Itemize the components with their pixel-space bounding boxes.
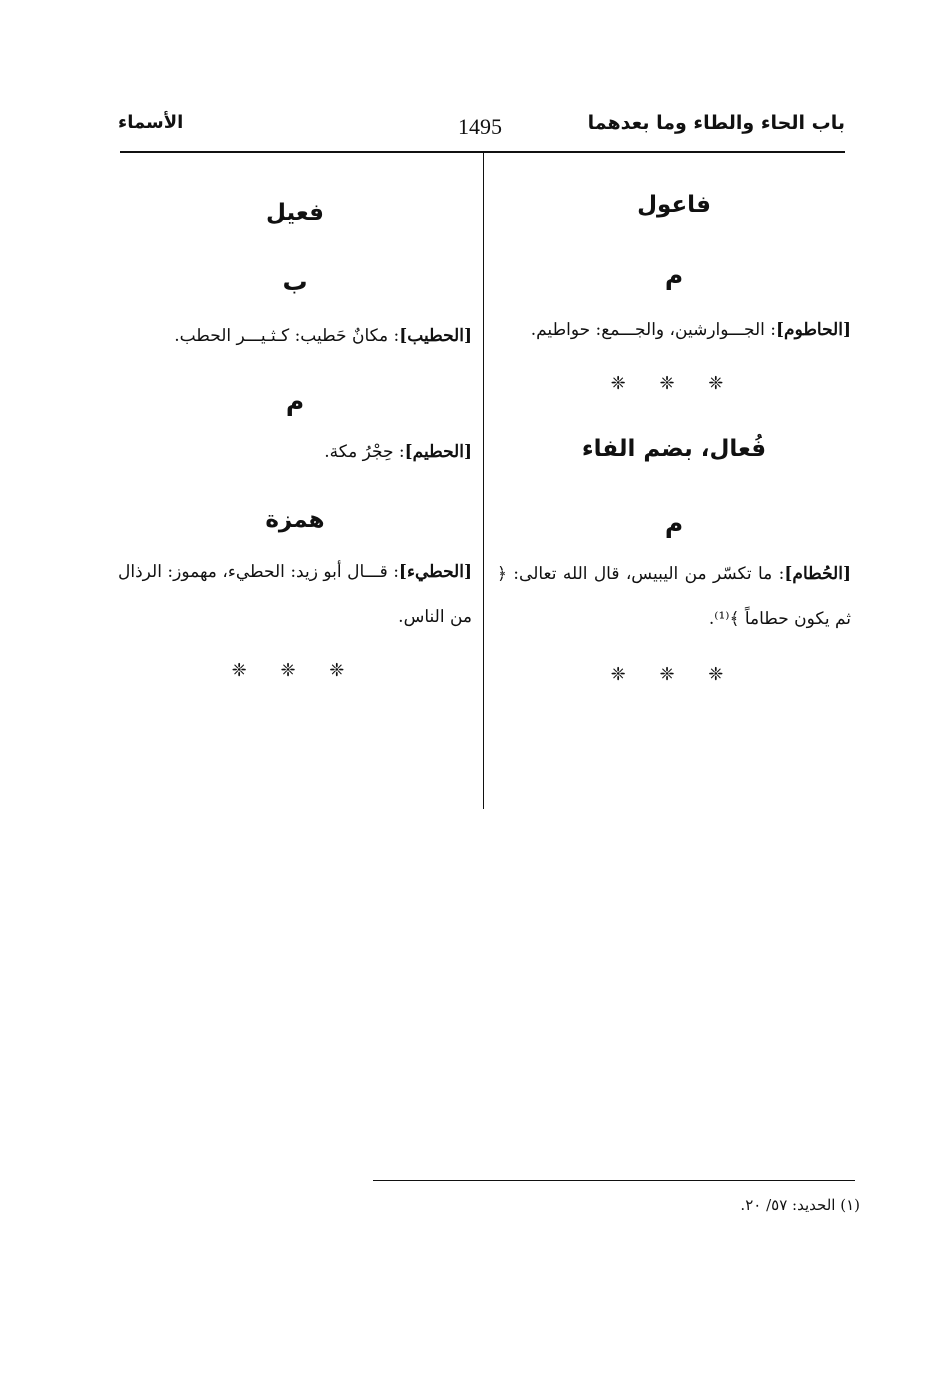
- dictionary-entry: [497, 308, 851, 353]
- entry-term: [الحاطوم]: [776, 320, 851, 340]
- entry-definition: : قـــال أبو زيد: الحطيء، مهموز: الرذال من الناس.: [118, 562, 472, 627]
- section-separator: ❈ ❈ ❈: [610, 373, 738, 394]
- entry-definition: : مكانٌ حَطيب: كـثـيـــر الحطب.: [174, 326, 400, 346]
- root-letter: م: [664, 261, 684, 290]
- entry-definition: : الجـــوارشين، والجـــمع: حواطيم.: [530, 320, 777, 340]
- section-separator: ❈ ❈ ❈: [610, 664, 738, 685]
- root-letter: م: [664, 509, 684, 538]
- right-column: [497, 180, 851, 685]
- chapter-title: باب الحاء والطاء وما بعدهما: [587, 112, 845, 134]
- footnote-rule: [373, 1180, 855, 1181]
- section-separator: ❈ ❈ ❈: [231, 660, 359, 681]
- section-title: الأسماء: [118, 112, 184, 133]
- left-column: [118, 180, 472, 681]
- footnote: (١) الحديد: ٥٧/ ٢٠.: [740, 1196, 860, 1214]
- entry-term: [الحطيء]: [398, 562, 472, 582]
- dictionary-entry: [118, 430, 472, 475]
- entry-term: [الحُطام]: [784, 564, 851, 584]
- entry-term: [الحطيب]: [399, 326, 472, 346]
- dictionary-entry: [118, 314, 472, 359]
- column-divider: [483, 152, 484, 809]
- dictionary-entry: [497, 552, 851, 642]
- root-letter: م: [285, 387, 305, 416]
- pattern-heading: فعيل: [266, 200, 324, 226]
- root-letter: ب: [282, 267, 308, 296]
- page-number: 1495: [458, 114, 502, 139]
- entry-term: [الحطيم]: [404, 442, 472, 462]
- pattern-heading: فُعال، بضم الفاء: [581, 436, 767, 462]
- dictionary-entry: [118, 550, 472, 640]
- entry-definition: : ما تكسّر من اليبيس، قال الله تعالى: ﴿ ثم يكون حطاماً ﴾⁽¹⁾.: [497, 564, 851, 629]
- entry-definition: : حِجْرُ مكة.: [324, 442, 405, 462]
- pattern-heading: همزة: [265, 507, 325, 533]
- pattern-heading: فاعول: [637, 192, 711, 218]
